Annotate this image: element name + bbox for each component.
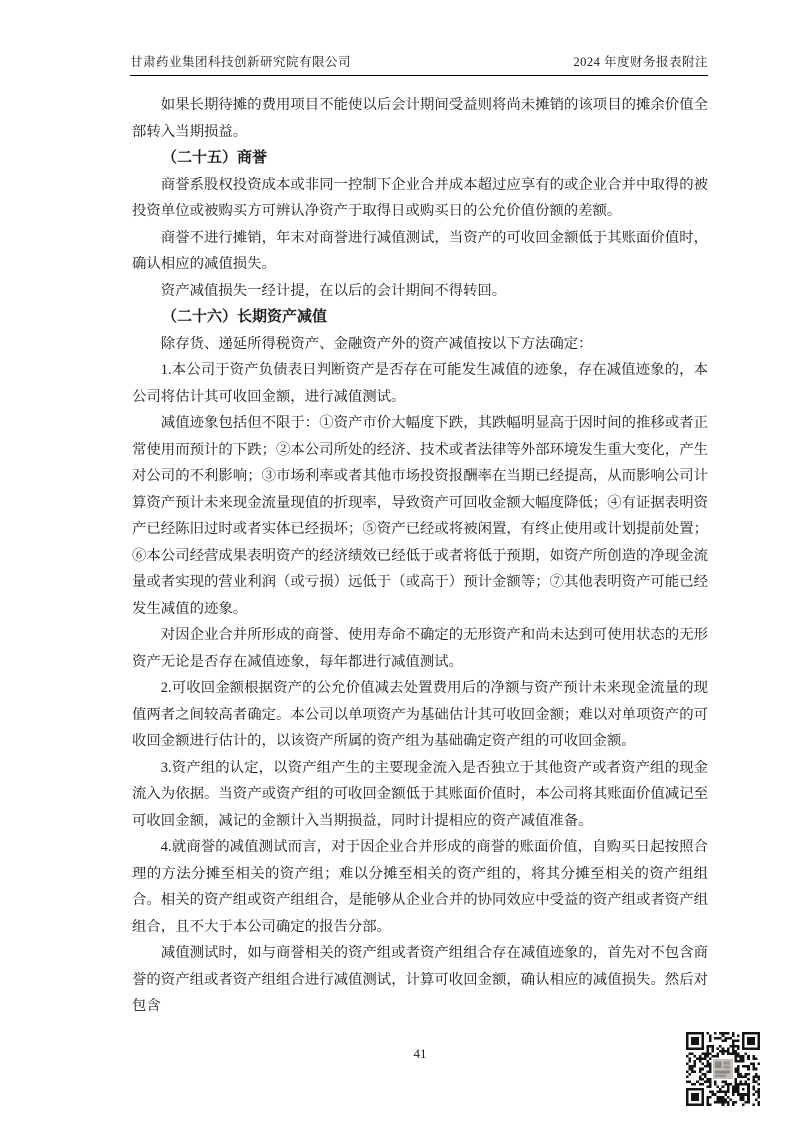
paragraph: 资产减值损失一经计提，在以后的会计期间不得转回。 [160,282,507,299]
paragraph: 减值迹象包括但不限于：①资产市价大幅度下跌，其跌幅明显高于因时间的推移或者正常使用而预计的下跌；②本公司所处的经济、技术或者法律等外部环境发生重大变化，产生对公司的不利影响；③市场利率或者其他市场投资报酬率在当期已经提高，从而影响公司计算资产预计未来现金流量现值的折现率，导致资产可回收金额大幅度降低；④有证据表明资产已经陈旧过时或者实体已经损坏；⑤资产已经或将被闲置，有终止使用或计划提前处置；⑥本公司经营成果表明资产的经济绩效已经低于或者将低于预期，如资产所创造的净现金流量或者实现的营业利润（或亏损）远低于（或高于）预计金额等；⑦其他表明资产可能已经发生减值的迹象。 [132,415,708,617]
section-heading: （二十五）商誉 [162,150,268,166]
paragraph: 3.资产组的认定，以资产组产生的主要现金流入是否独立于其他资产或者资产组的现金流入为依据。当资产或资产组的可收回金额低于其账面价值时，本公司将其账面价值减记至可收回金额，减记的金额计入当期损益，同时计提相应的资产减值准备。 [132,759,708,829]
document-body [132,92,708,1020]
page-footer [132,1046,708,1062]
qr-code [686,1032,760,1106]
page-number: 41 [413,1046,427,1061]
paragraph: 2.可收回金额根据资产的公允价值减去处置费用后的净额与资产预计未来现金流量的现值两者之间较高者确定。本公司以单项资产为基础估计其可收回金额；难以对单项资产的可收回金额进行估计的，以该资产所属的资产组为基础确定资产组的可收回金额。 [132,680,708,749]
qr-code-image [686,1032,760,1106]
paragraph: 减值测试时，如与商誉相关的资产组或者资产组组合存在减值迹象的，首先对不包含商誉的资产组或者资产组组合进行减值测试，计算可收回金额，确认相应的减值损失。然后对包含 [132,945,708,1014]
paragraph: 如果长期待摊的费用项目不能使以后会计期间受益则将尚未摊销的该项目的摊余价值全部转入当期损益。 [132,97,708,140]
header-doc-title: 2024 年度财务报表附注 [573,55,708,69]
paragraph: 对因企业合并所形成的商誉、使用寿命不确定的无形资产和尚未达到可使用状态的无形资产无论是否存在减值迹象，每年都进行减值测试。 [132,627,708,670]
paragraph: 商誉不进行摊销，年末对商誉进行减值测试，当资产的可收回金额低于其账面价值时，确认相应的减值损失。 [132,229,708,272]
header-company-name: 甘肃药业集团科技创新研究院有限公司 [130,55,352,69]
paragraph: 4.就商誉的减值测试而言，对于因企业合并形成的商誉的账面价值，自购买日起按照合理的方法分摊至相关的资产组；难以分摊至相关的资产组的，将其分摊至相关的资产组组合。相关的资产组或资产组组合，是能够从企业合并的协同效应中受益的资产组或者资产组组合，且不大于本公司确定的报告分部。 [132,839,708,935]
paragraph: 1.本公司于资产负债表日判断资产是否存在可能发生减值的迹象，存在减值迹象的，本公司将估计其可收回金额，进行减值测试。 [132,362,708,405]
section-heading: （二十六）长期资产减值 [162,309,328,325]
page-header [130,46,708,76]
paragraph: 商誉系股权投资成本或非同一控制下企业合并成本超过应享有的或企业合并中取得的被投资单位或被购买方可辨认净资产于取得日或购买日的公允价值份额的差额。 [132,176,708,219]
paragraph: 除存货、递延所得税资产、金融资产外的资产减值按以下方法确定： [160,335,593,352]
